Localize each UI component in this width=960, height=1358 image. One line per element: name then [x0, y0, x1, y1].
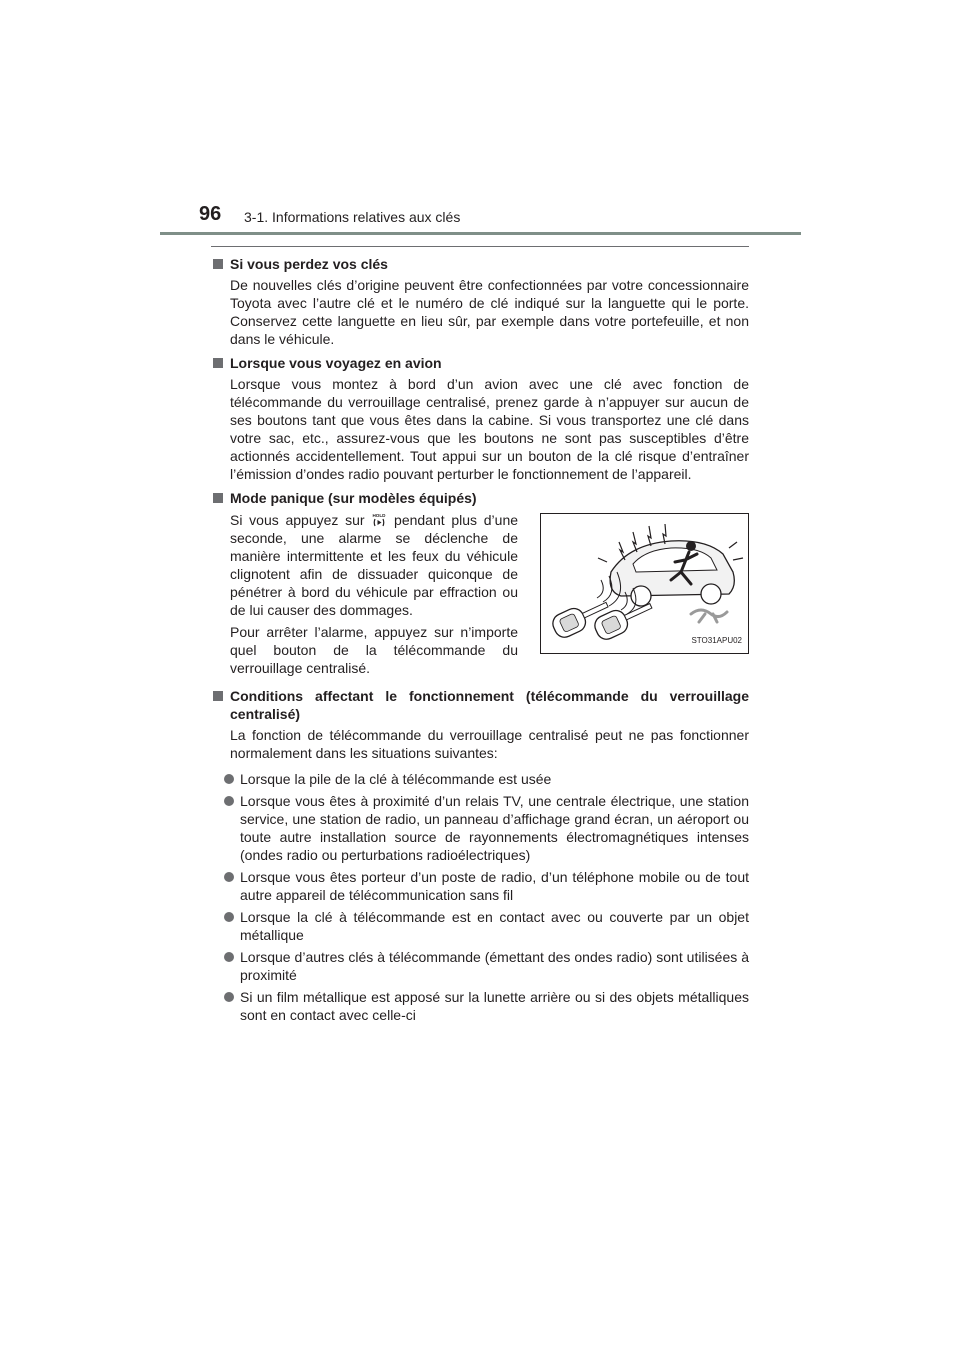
round-bullet-icon — [224, 912, 234, 922]
list-item: Lorsque vous êtes porteur d’un poste de radio, d’un téléphone mobile ou de tout autre appareil de télécommunication sans fil — [224, 868, 749, 904]
figure-code: STO31APU02 — [691, 636, 742, 645]
square-bullet-icon — [213, 493, 223, 503]
section-airplane — [211, 354, 749, 483]
paragraph: La fonction de télécommande du verrouillage centralisé peut ne pas fonctionner normalement dans les situations suivantes: — [230, 727, 749, 761]
paragraph: Lorsque vous montez à bord d’un avion avec une clé avec fonction de télécommande du verrouillage centralisé, prenez garde à n’appuyer sur aucun de ses boutons tant que vous êtes dans la cabine. Si vous transportez une clé dans votre sac, etc., assurez-vous que les boutons ne sont pas susceptibles d’être actionnés accidentellement. Tout appui sur un bouton de la clé risque d’entraîner l’émission d’ondes radio pouvant perturber le fonctionnement de l’appareil. — [230, 376, 749, 482]
content — [211, 255, 749, 1030]
square-bullet-icon — [213, 358, 223, 368]
panic-mode-illustration — [540, 513, 749, 654]
paragraph: Si vous appuyez sur HOLD pendant plus d’une seconde, une alarme se déclenche de manière intermittente et les feux du véhicule clignotent afin de dissuader quiconque de pénétrer à bord du véhicule par effraction ou de lui causer des dommages. — [230, 512, 519, 618]
list-item: Lorsque vous êtes à proximité d’un relais TV, une centrale électrique, une station service, une station de radio, un panneau d’affichage grand écran, un aéroport ou toute autre installation source de rayonnements électromagnétiques intenses (ondes radio ou perturbations radioélectriques) — [224, 792, 749, 864]
paragraph: Pour arrêter l’alarme, appuyez sur n’importe quel bouton de la télécommande du verrouillage centralisé. — [230, 624, 518, 676]
section-title: 3-1. Informations relatives aux clés — [244, 209, 461, 225]
round-bullet-icon — [224, 796, 234, 806]
round-bullet-icon — [224, 774, 234, 784]
section-heading: Si vous perdez vos clés — [211, 255, 749, 273]
round-bullet-icon — [224, 872, 234, 882]
section-heading: Lorsque vous voyagez en avion — [211, 354, 749, 372]
page-number: 96 — [199, 203, 222, 225]
section-heading: Mode panique (sur modèles équipés) — [211, 489, 749, 507]
list-item: Lorsque la pile de la clé à télécommande est usée — [224, 770, 749, 788]
round-bullet-icon — [224, 992, 234, 1002]
section-panic-mode — [211, 489, 749, 681]
section-heading: Conditions affectant le fonctionnement (télécommande du verrouillage centralisé) — [211, 687, 749, 723]
square-bullet-icon — [213, 691, 223, 701]
paragraph: De nouvelles clés d’origine peuvent être confectionnées par votre concessionnaire Toyota avec l’autre clé et le numéro de clé indiqué sur la languette qui le porte. Conservez cette languette en lieu sûr, par exemple dans votre portefeuille, et non dans le véhicule. — [230, 277, 749, 347]
hold-button-icon — [371, 512, 387, 528]
panic-body — [211, 511, 749, 681]
svg-text:HOLD: HOLD — [372, 513, 386, 518]
list-item: Lorsque la clé à télécommande est en contact avec ou couverte par un objet métallique — [224, 908, 749, 944]
list-item: Si un film métallique est apposé sur la lunette arrière ou si des objets métalliques sont en contact avec celle-ci — [224, 988, 749, 1024]
panic-text — [230, 511, 518, 681]
content-top-rule — [211, 246, 749, 247]
section-conditions — [211, 687, 749, 1024]
section-lost-keys — [211, 255, 749, 348]
header-rule — [160, 232, 801, 235]
round-bullet-icon — [224, 952, 234, 962]
list-item: Lorsque d’autres clés à télécommande (émettant des ondes radio) sont utilisées à proximité — [224, 948, 749, 984]
square-bullet-icon — [213, 259, 223, 269]
